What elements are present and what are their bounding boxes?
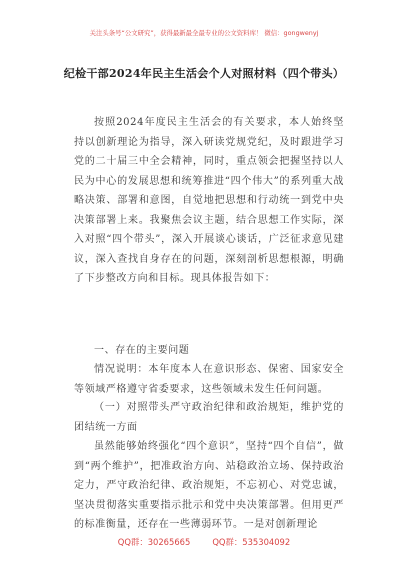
promo-banner: 关注头条号“公文研究”，获得最新最全最专业的公文资料库！ 微信：gongwenyj	[89, 29, 319, 37]
document-title: 纪检干部2024年民主生活会个人对照材料（四个带头）	[63, 67, 345, 80]
qq-group-2: QQ群：535304092	[212, 537, 291, 547]
subsection-heading: （一）对照带头严守政治纪律和政治规矩，维护党的团结统一方面	[74, 402, 344, 433]
section-heading: 一、存在的主要问题	[94, 345, 190, 356]
intro-paragraph: 按照2024年度民主生活会的有关要求，本人始终坚持以创新理论为指导，深入研读党规党纪，及时跟进学习党的二十届三中全会精神，同时，重点领会把握坚持以人民为中心的发展思想和统筹推进“四个伟大”的系列重大战略决策、部署和意图，自觉地把思想和行动统一到党中央决策部署上来。我聚焦会议主题，结合思想工作实际，深入对照“四个带头”，深入开展谈心谈话，广泛征求意见建议，深入查找自身存在的问题，深刻剖析思想根源，明确了下步整改方向和目标。现具体报告如下：	[74, 117, 344, 284]
situation-paragraph: 情况说明：本年度本人在意识形态、保密、国家安全等领域严格遵守省委要求，这些领域未发生任何问题。	[74, 364, 344, 395]
footer-contacts	[0, 536, 408, 548]
qq-group-1: QQ群：30265665	[117, 537, 191, 547]
body-paragraph: 虽然能够始终强化“四个意识”，坚持“四个自信”，做到“两个维护”，把准政治方向、站稳政治立场、保持政治定力，严守政治纪律、政治规矩，不忘初心、对党忠诚，坚决贯彻落实重要指示批示和党中央决策部署。但用更严的标准衡量，还存在一些薄弱环节。一是对创新理论	[74, 441, 344, 530]
